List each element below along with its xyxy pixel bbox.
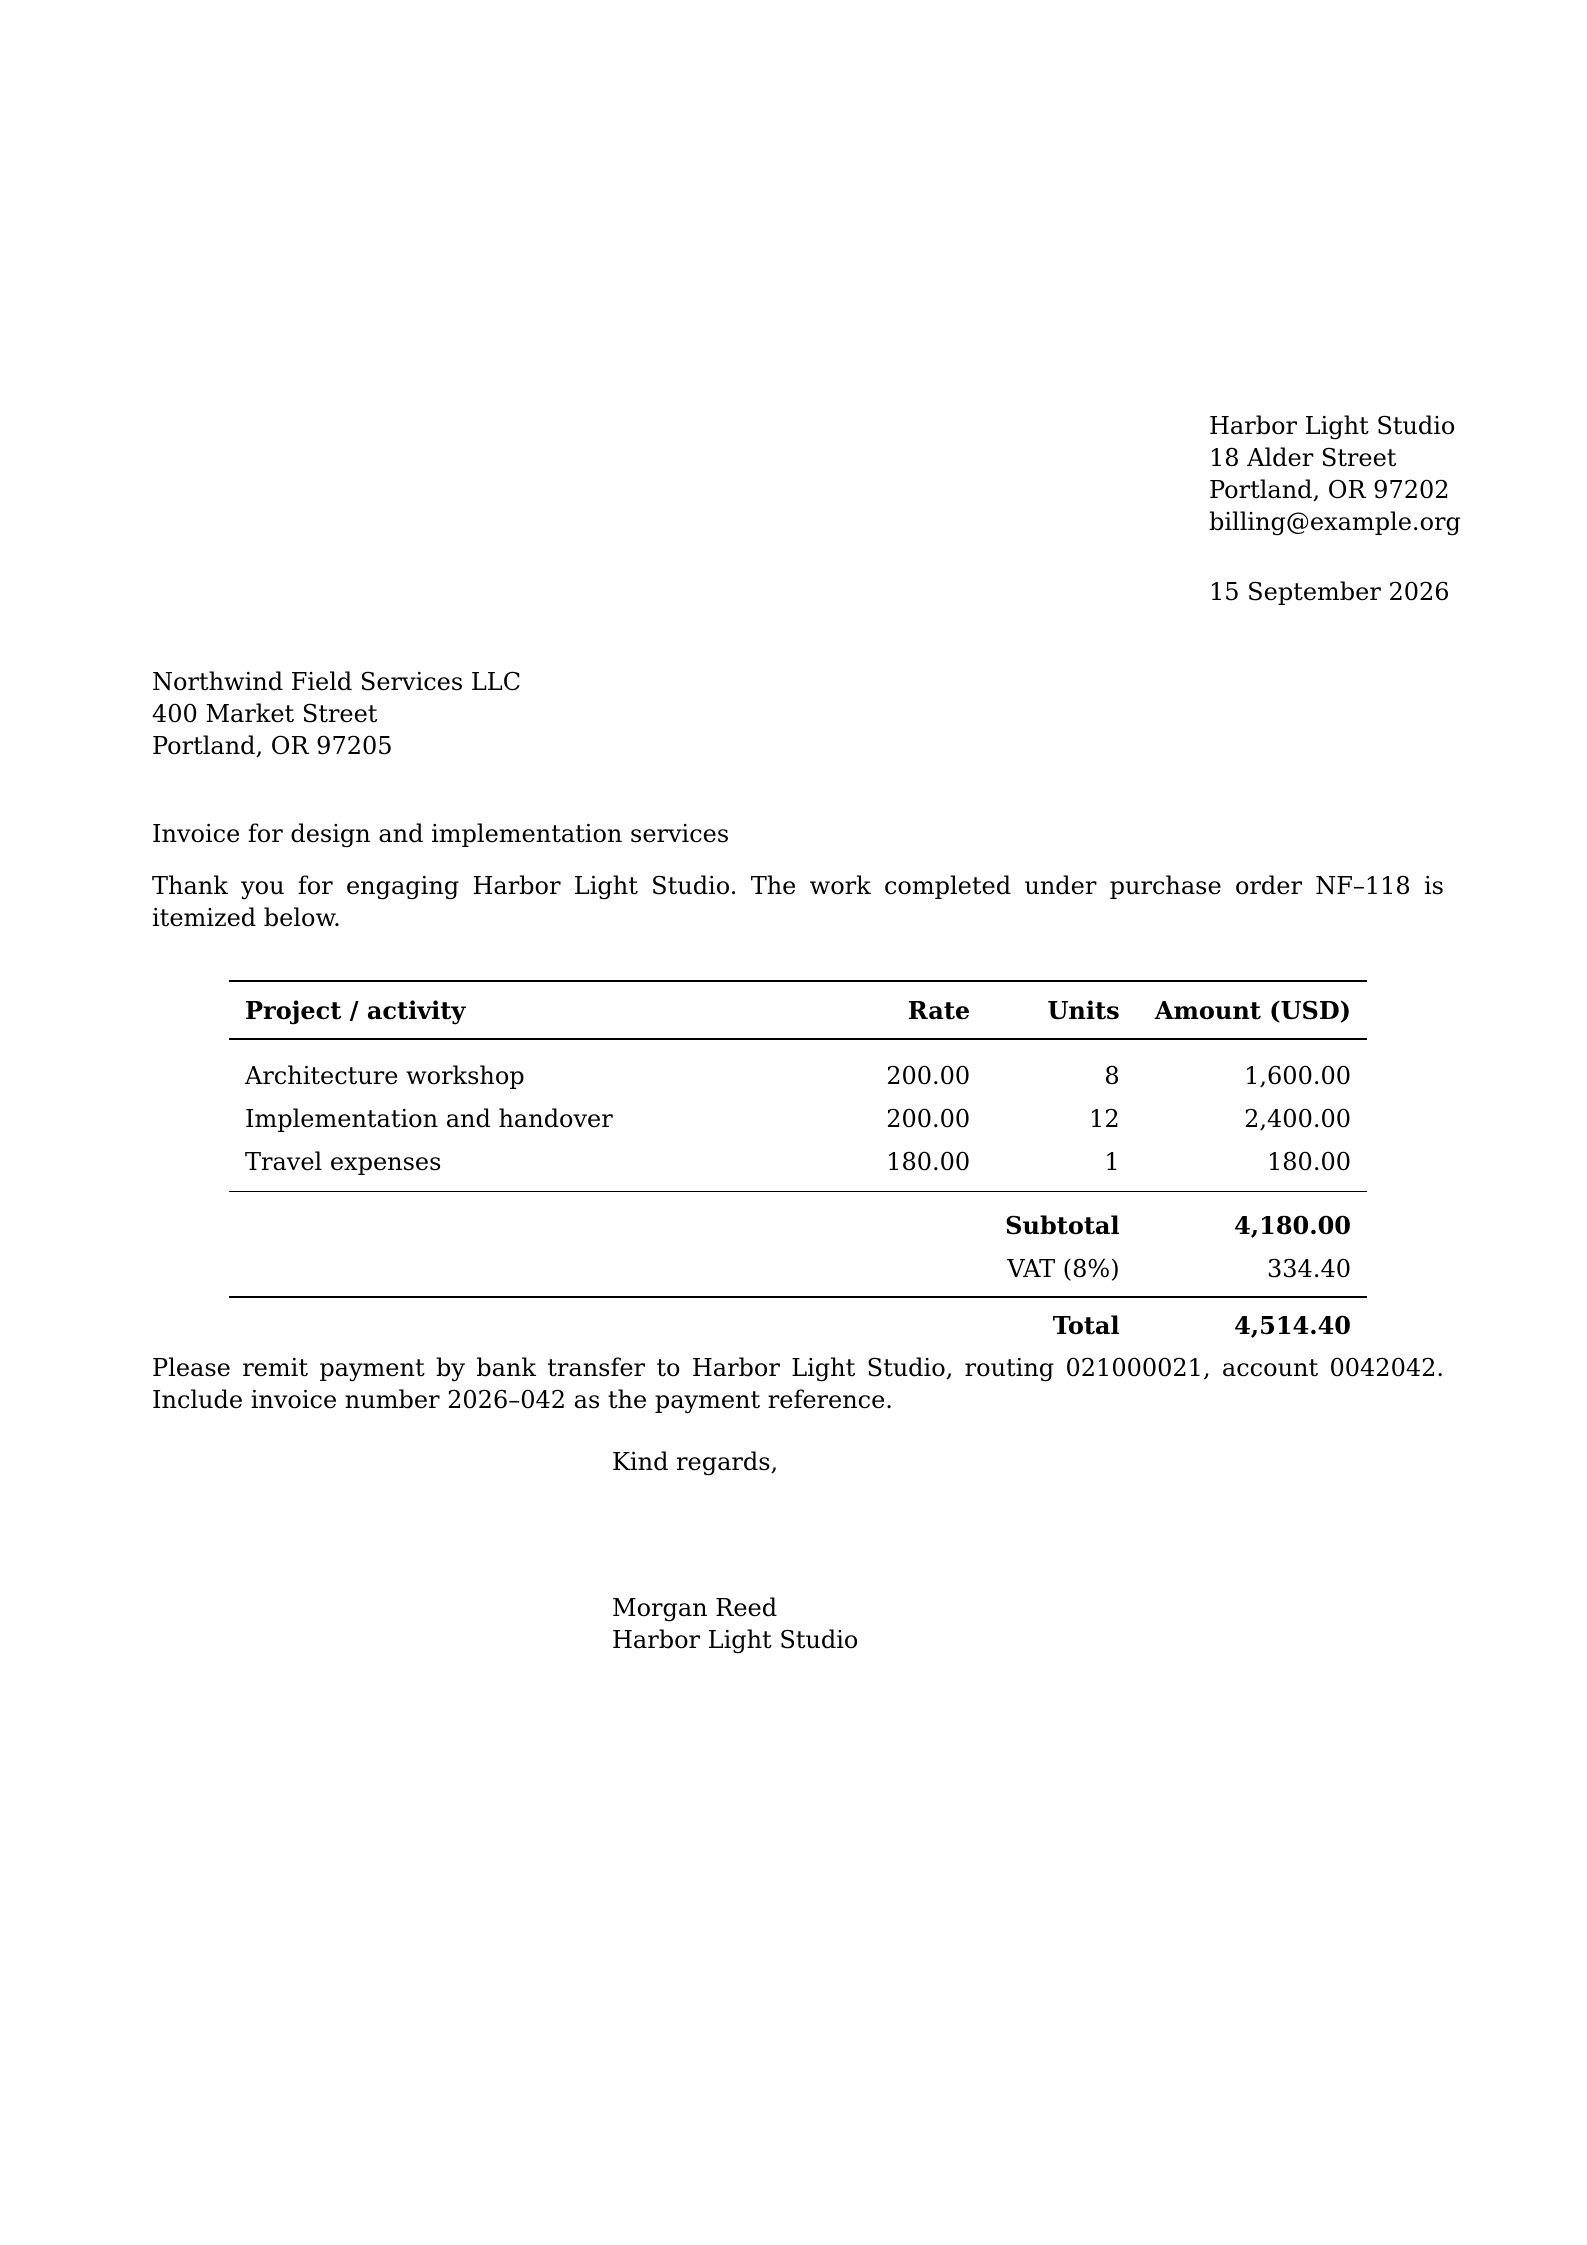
signature-name: Morgan Reed	[612, 1594, 778, 1622]
recipient-address	[152, 666, 521, 762]
row-activity: Travel expenses	[229, 1140, 840, 1192]
row-activity: Implementation and handover	[245, 1104, 613, 1133]
payment-instructions: Please remit payment by bank transfer to Harbor Light Studio, routing 021000021, account 0042042. Include invoice number 2026–042 as the payment reference.	[152, 1354, 1444, 1414]
row-units: 8	[1104, 1061, 1120, 1090]
table-row	[229, 1097, 1367, 1140]
header-amount: Amount (USD)	[1136, 981, 1367, 1039]
recipient-street: 400 Market Street	[152, 700, 378, 728]
sender-email: billing@example.org	[1209, 508, 1461, 536]
row-amount: 1,600.00	[1244, 1061, 1351, 1090]
invoice-table	[229, 980, 1367, 1346]
recipient-name: Northwind Field Services LLC	[152, 668, 522, 696]
total-row	[229, 1297, 1367, 1346]
total-label: Total	[1052, 1310, 1120, 1340]
sender-street: 18 Alder Street	[1209, 444, 1397, 472]
vat-value: 334.40	[1136, 1247, 1367, 1297]
row-units: 12	[1089, 1104, 1120, 1133]
header-activity: Project / activity	[229, 981, 840, 1039]
row-rate: 200.00	[886, 1061, 971, 1090]
signature-company: Harbor Light Studio	[612, 1626, 859, 1654]
table-header-row	[229, 981, 1367, 1039]
row-rate: 180.00	[840, 1140, 986, 1192]
table-row	[229, 1039, 1367, 1097]
intro-paragraph: Thank you for engaging Harbor Light Studio. The work completed under purchase order NF–118 is itemized below.	[152, 872, 1444, 932]
row-amount: 180.00	[1136, 1140, 1367, 1192]
table-row	[229, 1140, 1367, 1192]
invoice-subject: Invoice for design and implementation services	[152, 820, 730, 848]
total-value: 4,514.40	[1234, 1310, 1351, 1340]
row-units: 1	[986, 1140, 1135, 1192]
sender-name: Harbor Light Studio	[1209, 412, 1456, 440]
subtotal-label: Subtotal	[1005, 1211, 1120, 1240]
sender-city: Portland, OR 97202	[1209, 476, 1450, 504]
subtotal-value: 4,180.00	[1234, 1211, 1351, 1240]
row-activity: Architecture workshop	[245, 1061, 525, 1090]
vat-label: VAT (8%)	[986, 1247, 1135, 1297]
row-rate: 200.00	[886, 1104, 971, 1133]
sender-address	[1209, 410, 1461, 538]
vat-row	[229, 1247, 1367, 1297]
header-units: Units	[986, 981, 1135, 1039]
subtotal-row	[229, 1192, 1367, 1248]
invoice-date: 15 September 2026	[1209, 578, 1450, 606]
recipient-city: Portland, OR 97205	[152, 732, 393, 760]
header-rate: Rate	[840, 981, 986, 1039]
closing-line: Kind regards,	[612, 1448, 779, 1476]
signature-block	[612, 1592, 858, 1656]
row-amount: 2,400.00	[1244, 1104, 1351, 1133]
